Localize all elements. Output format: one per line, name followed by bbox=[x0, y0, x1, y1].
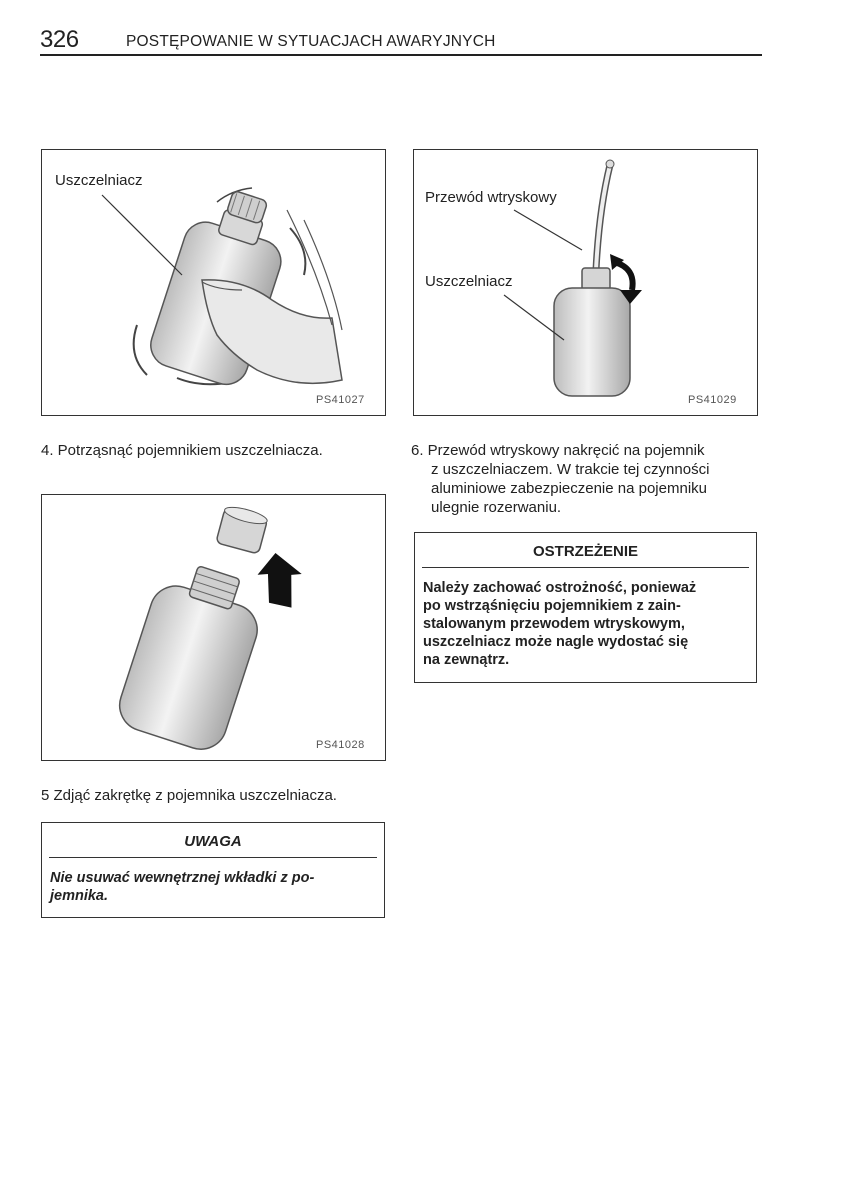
figure-label: Przewód wtryskowy bbox=[425, 189, 557, 206]
divider bbox=[422, 567, 749, 568]
figure-shake-bottle bbox=[41, 149, 386, 416]
notice-title: UWAGA bbox=[184, 833, 242, 850]
page-header bbox=[40, 24, 762, 56]
notice-text bbox=[50, 869, 376, 905]
figure-injection-hose bbox=[413, 149, 758, 416]
step-6-line: z uszczelniaczem. W trakcie tej czynności bbox=[431, 461, 710, 478]
warning-title: OSTRZEŻENIE bbox=[532, 543, 638, 560]
step-4-text: 4. Potrząsnąć pojemnikiem uszczelniacza. bbox=[41, 442, 323, 459]
warning-box bbox=[414, 532, 757, 683]
figure-remove-cap bbox=[41, 494, 386, 761]
warning-line: uszczelniacz może nagle wydostać się bbox=[423, 634, 689, 650]
figure-code: PS41027 bbox=[316, 394, 365, 406]
warning-text bbox=[423, 579, 748, 669]
divider bbox=[49, 857, 377, 858]
figure-code: PS41029 bbox=[688, 394, 737, 406]
section-title: POSTĘPOWANIE W SYTUACJACH AWARYJNYCH bbox=[126, 33, 496, 50]
step-5-text: 5 Zdjąć zakrętkę z pojemnika uszczelniacza. bbox=[41, 787, 337, 804]
warning-line: po wstrząśnięciu pojemnikiem z zain- bbox=[423, 598, 681, 614]
warning-line: na zewnątrz. bbox=[423, 652, 510, 668]
warning-line: Należy zachować ostrożność, ponieważ bbox=[423, 580, 697, 596]
figure-label: Uszczelniacz bbox=[55, 172, 143, 189]
step-6-line: aluminiowe zabezpieczenie na pojemniku bbox=[431, 480, 707, 497]
notice-line: Nie usuwać wewnętrznej wkładki z po- bbox=[50, 870, 315, 886]
figure-label: Uszczelniacz bbox=[425, 273, 513, 290]
notice-line: jemnika. bbox=[50, 888, 109, 904]
bottle-cap-illustration bbox=[42, 495, 385, 760]
notice-box bbox=[41, 822, 385, 918]
figure-code: PS41028 bbox=[316, 739, 365, 751]
step-6-text bbox=[411, 441, 761, 517]
page-number: 326 bbox=[40, 26, 79, 53]
warning-line: stalowanym przewodem wtryskowym, bbox=[423, 616, 685, 632]
step-6-line: 6. Przewód wtryskowy nakręcić na pojemnik bbox=[411, 442, 705, 459]
step-6-line: ulegnie rozerwaniu. bbox=[431, 499, 562, 516]
